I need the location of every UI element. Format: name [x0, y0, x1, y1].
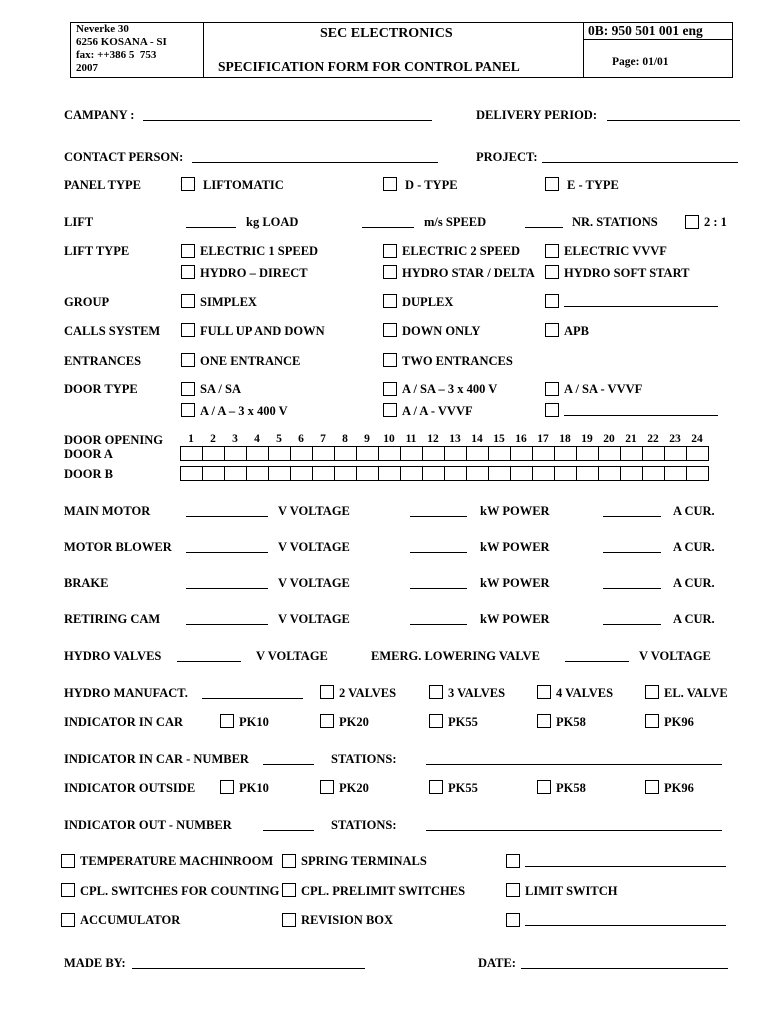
- door-b-cell[interactable]: [511, 466, 533, 481]
- door-type-other-field[interactable]: [564, 415, 718, 416]
- date-label: DATE:: [478, 956, 516, 970]
- duplex-checkbox[interactable]: [383, 294, 397, 308]
- door-opening-number: 9: [364, 433, 370, 445]
- door-b-cell[interactable]: [643, 466, 665, 481]
- door-opening-number: 17: [537, 433, 549, 445]
- door-opening-number: 6: [298, 433, 304, 445]
- door-b-cell[interactable]: [335, 466, 357, 481]
- door-opening-number: 10: [383, 433, 395, 445]
- door-opening-number: 22: [647, 433, 659, 445]
- door-a-cell[interactable]: [379, 446, 401, 461]
- group-other-checkbox[interactable]: [545, 294, 559, 308]
- d-type-checkbox[interactable]: [383, 177, 397, 191]
- out-stations-label: STATIONS:: [331, 818, 397, 832]
- project-label: PROJECT:: [476, 150, 538, 164]
- indicator-outside-label: INDICATOR OUTSIDE: [64, 781, 196, 795]
- down-only-label: DOWN ONLY: [402, 324, 481, 338]
- car-pk20-label: PK20: [339, 715, 369, 729]
- door-b-cell[interactable]: [577, 466, 599, 481]
- door-b-cell[interactable]: [269, 466, 291, 481]
- emerg-valve-label: EMERG. LOWERING VALVE: [371, 649, 540, 663]
- motor-current-field[interactable]: [603, 624, 661, 625]
- motor-row-label: MOTOR BLOWER: [64, 540, 172, 554]
- car-pk10-checkbox[interactable]: [220, 714, 234, 728]
- 4-valves-checkbox[interactable]: [537, 685, 551, 699]
- out-pk55-checkbox[interactable]: [429, 780, 443, 794]
- motor-power-field[interactable]: [410, 552, 467, 553]
- accumulator-label: ACCUMULATOR: [80, 913, 181, 927]
- motor-current-field[interactable]: [603, 588, 661, 589]
- door-b-cell[interactable]: [533, 466, 555, 481]
- door-opening-number: 12: [427, 433, 439, 445]
- motor-power-label: kW POWER: [480, 612, 550, 626]
- door-a-cell[interactable]: [335, 446, 357, 461]
- stations-field[interactable]: [525, 227, 563, 228]
- address-line: 2007: [76, 62, 98, 74]
- address-line: Neverke 30: [76, 23, 129, 35]
- door-a-cell[interactable]: [181, 446, 203, 461]
- door-a-cell[interactable]: [555, 446, 577, 461]
- company-label: CAMPANY :: [64, 108, 135, 122]
- door-opening-number: 23: [669, 433, 681, 445]
- calls-label: CALLS SYSTEM: [64, 324, 161, 338]
- hydro-manufact-label: HYDRO MANUFACT.: [64, 686, 188, 700]
- door-b-cell[interactable]: [423, 466, 445, 481]
- panel-type-label: PANEL TYPE: [64, 178, 141, 192]
- door-b-cell[interactable]: [467, 466, 489, 481]
- limit-switch-label: LIMIT SWITCH: [525, 884, 618, 898]
- motor-current-field[interactable]: [603, 516, 661, 517]
- lift-type-label: LIFT TYPE: [64, 244, 130, 258]
- speed-field[interactable]: [362, 227, 414, 228]
- a-a-vvvf-checkbox[interactable]: [383, 403, 397, 417]
- speed-label: m/s SPEED: [424, 215, 487, 229]
- door-a-cell[interactable]: [357, 446, 379, 461]
- electric-2-speed-checkbox[interactable]: [383, 244, 397, 258]
- made-by-field[interactable]: [132, 968, 365, 969]
- motor-current-label: A CUR.: [673, 540, 715, 554]
- two-entrances-label: TWO ENTRANCES: [402, 354, 513, 368]
- door-b-cell[interactable]: [313, 466, 335, 481]
- door-b-cell[interactable]: [203, 466, 225, 481]
- door-type-label: DOOR TYPE: [64, 382, 138, 396]
- door-a-cell[interactable]: [511, 446, 533, 461]
- door-a-cell[interactable]: [621, 446, 643, 461]
- door-b-cell[interactable]: [357, 466, 379, 481]
- stations-label: NR. STATIONS: [572, 215, 658, 229]
- company-field[interactable]: [143, 120, 432, 121]
- motor-current-label: A CUR.: [673, 612, 715, 626]
- extra-other-1-field[interactable]: [525, 866, 726, 867]
- date-field[interactable]: [521, 968, 728, 969]
- door-b-cell[interactable]: [291, 466, 313, 481]
- temperature-label: TEMPERATURE MACHINROOM: [80, 854, 274, 868]
- electric-vvvf-checkbox[interactable]: [545, 244, 559, 258]
- doc-id: 0B: 950 501 001 eng: [588, 23, 703, 38]
- door-b-cell[interactable]: [599, 466, 621, 481]
- e-type-label: E - TYPE: [567, 178, 619, 192]
- simplex-label: SIMPLEX: [200, 295, 257, 309]
- motor-voltage-label: V VOLTAGE: [278, 612, 350, 626]
- delivery-field[interactable]: [607, 120, 740, 121]
- out-stations-field[interactable]: [426, 830, 722, 831]
- car-pk10-label: PK10: [239, 715, 269, 729]
- electric-vvvf-label: ELECTRIC VVVF: [564, 244, 667, 258]
- out-pk10-label: PK10: [239, 781, 269, 795]
- load-label: kg LOAD: [246, 215, 299, 229]
- door-opening-number: 11: [405, 433, 417, 445]
- a-sa-vvvf-label: A / SA - VVVF: [564, 382, 643, 396]
- hydro-star-delta-checkbox[interactable]: [383, 265, 397, 279]
- motor-current-field[interactable]: [603, 552, 661, 553]
- a-a-vvvf-label: A / A - VVVF: [402, 404, 473, 418]
- a-a-400v-checkbox[interactable]: [181, 403, 195, 417]
- door-type-other-checkbox[interactable]: [545, 403, 559, 417]
- door-a-cell[interactable]: [533, 446, 555, 461]
- electric-2-speed-label: ELECTRIC 2 SPEED: [402, 244, 521, 258]
- cpl-prelimit-label: CPL. PRELIMIT SWITCHES: [301, 884, 466, 898]
- car-pk55-label: PK55: [448, 715, 478, 729]
- motor-voltage-label: V VOLTAGE: [278, 504, 350, 518]
- door-b-cell[interactable]: [555, 466, 577, 481]
- out-pk55-label: PK55: [448, 781, 478, 795]
- door-b-cell[interactable]: [445, 466, 467, 481]
- motor-current-label: A CUR.: [673, 504, 715, 518]
- door-a-cell[interactable]: [665, 446, 687, 461]
- extra-other-2-field[interactable]: [525, 925, 726, 926]
- one-entrance-label: ONE ENTRANCE: [200, 354, 301, 368]
- motor-power-field[interactable]: [410, 588, 467, 589]
- door-a-cell[interactable]: [577, 446, 599, 461]
- door-a-cell[interactable]: [643, 446, 665, 461]
- motor-voltage-field[interactable]: [186, 588, 268, 589]
- a-sa-400v-checkbox[interactable]: [383, 382, 397, 396]
- emerg-valve-field[interactable]: [565, 661, 629, 662]
- cpl-counting-checkbox[interactable]: [61, 883, 75, 897]
- door-opening-number: 5: [276, 433, 282, 445]
- address-line: fax: ++386 5 753: [76, 49, 157, 61]
- motor-voltage-field[interactable]: [186, 516, 268, 517]
- door-b-cell[interactable]: [379, 466, 401, 481]
- door-a-cell[interactable]: [599, 446, 621, 461]
- door-opening-number: 13: [449, 433, 461, 445]
- d-type-label: D - TYPE: [405, 178, 458, 192]
- door-a-cell[interactable]: [445, 446, 467, 461]
- out-pk58-checkbox[interactable]: [537, 780, 551, 794]
- in-car-stations-label: STATIONS:: [331, 752, 397, 766]
- motor-voltage-label: V VOLTAGE: [278, 576, 350, 590]
- door-a-cell[interactable]: [313, 446, 335, 461]
- project-field[interactable]: [542, 162, 738, 163]
- door-opening-number: 16: [515, 433, 527, 445]
- door-opening-number: 18: [559, 433, 571, 445]
- sa-sa-label: SA / SA: [200, 382, 241, 396]
- door-a-cell[interactable]: [203, 446, 225, 461]
- sa-sa-checkbox[interactable]: [181, 382, 195, 396]
- hydro-soft-start-label: HYDRO SOFT START: [564, 266, 690, 280]
- 2-valves-checkbox[interactable]: [320, 685, 334, 699]
- door-b-cell[interactable]: [225, 466, 247, 481]
- hydro-direct-checkbox[interactable]: [181, 265, 195, 279]
- hydro-manufact-field[interactable]: [202, 698, 303, 699]
- apb-checkbox[interactable]: [545, 323, 559, 337]
- e-type-checkbox[interactable]: [545, 177, 559, 191]
- car-pk20-checkbox[interactable]: [320, 714, 334, 728]
- door-b-cell[interactable]: [621, 466, 643, 481]
- limit-switch-checkbox[interactable]: [506, 883, 520, 897]
- motor-voltage-label: V VOLTAGE: [278, 540, 350, 554]
- out-number-field[interactable]: [263, 830, 314, 831]
- simplex-checkbox[interactable]: [181, 294, 195, 308]
- door-b-cell[interactable]: [665, 466, 687, 481]
- out-pk10-checkbox[interactable]: [220, 780, 234, 794]
- in-car-stations-field[interactable]: [426, 764, 722, 765]
- door-opening-number: 7: [320, 433, 326, 445]
- door-a-cell[interactable]: [423, 446, 445, 461]
- revision-box-checkbox[interactable]: [282, 913, 296, 927]
- down-only-checkbox[interactable]: [383, 323, 397, 337]
- door-opening-number: 8: [342, 433, 348, 445]
- door-opening-number: 19: [581, 433, 593, 445]
- door-opening-number: 20: [603, 433, 615, 445]
- motor-power-field[interactable]: [410, 516, 467, 517]
- door-opening-number: 15: [493, 433, 505, 445]
- el-valve-checkbox[interactable]: [645, 685, 659, 699]
- liftomatic-label: LIFTOMATIC: [203, 178, 284, 192]
- two-entrances-checkbox[interactable]: [383, 353, 397, 367]
- entrances-label: ENTRANCES: [64, 354, 142, 368]
- door-opening-number: 14: [471, 433, 483, 445]
- temperature-checkbox[interactable]: [61, 854, 75, 868]
- in-car-number-field[interactable]: [263, 764, 314, 765]
- door-b-grid: [180, 466, 709, 481]
- a-a-400v-label: A / A – 3 x 400 V: [200, 404, 288, 418]
- door-a-cell[interactable]: [489, 446, 511, 461]
- door-opening-number: 1: [188, 433, 194, 445]
- car-pk58-checkbox[interactable]: [537, 714, 551, 728]
- door-b-cell[interactable]: [401, 466, 423, 481]
- motor-power-label: kW POWER: [480, 576, 550, 590]
- door-a-cell[interactable]: [401, 446, 423, 461]
- 2-valves-label: 2 VALVES: [339, 686, 397, 700]
- hydro-valves-field[interactable]: [177, 661, 241, 662]
- motor-current-label: A CUR.: [673, 576, 715, 590]
- door-a-grid: [180, 446, 709, 461]
- extra-other-2-checkbox[interactable]: [506, 913, 520, 927]
- form-title: SPECIFICATION FORM FOR CONTROL PANEL: [218, 59, 520, 74]
- group-other-field[interactable]: [564, 306, 718, 307]
- electric-1-speed-checkbox[interactable]: [181, 244, 195, 258]
- out-pk96-label: PK96: [664, 781, 694, 795]
- full-up-down-checkbox[interactable]: [181, 323, 195, 337]
- door-opening-number: 3: [232, 433, 238, 445]
- el-valve-label: EL. VALVE: [664, 686, 728, 700]
- door-a-cell[interactable]: [687, 446, 709, 461]
- motor-power-label: kW POWER: [480, 504, 550, 518]
- car-pk55-checkbox[interactable]: [429, 714, 443, 728]
- door-opening-number: 21: [625, 433, 637, 445]
- in-car-number-label: INDICATOR IN CAR - NUMBER: [64, 752, 249, 766]
- made-by-label: MADE BY:: [64, 956, 126, 970]
- door-opening-number: 2: [210, 433, 216, 445]
- out-pk20-checkbox[interactable]: [320, 780, 334, 794]
- lift-label: LIFT: [64, 215, 94, 229]
- door-a-label: DOOR A: [64, 447, 113, 461]
- door-b-cell[interactable]: [687, 466, 709, 481]
- out-pk20-label: PK20: [339, 781, 369, 795]
- liftomatic-checkbox[interactable]: [181, 177, 195, 191]
- emerg-voltage-label: V VOLTAGE: [639, 649, 711, 663]
- car-pk96-label: PK96: [664, 715, 694, 729]
- hydro-voltage-label: V VOLTAGE: [256, 649, 328, 663]
- one-entrance-checkbox[interactable]: [181, 353, 195, 367]
- spring-terminals-checkbox[interactable]: [282, 854, 296, 868]
- hydro-star-delta-label: HYDRO STAR / DELTA: [402, 266, 535, 280]
- delivery-label: DELIVERY PERIOD:: [476, 108, 597, 122]
- out-pk96-checkbox[interactable]: [645, 780, 659, 794]
- motor-voltage-field[interactable]: [186, 552, 268, 553]
- door-a-cell[interactable]: [225, 446, 247, 461]
- door-opening-label: DOOR OPENING: [64, 433, 163, 447]
- door-b-cell[interactable]: [181, 466, 203, 481]
- motor-row-label: BRAKE: [64, 576, 109, 590]
- 3-valves-checkbox[interactable]: [429, 685, 443, 699]
- group-label: GROUP: [64, 295, 110, 309]
- motor-row-label: MAIN MOTOR: [64, 504, 151, 518]
- hydro-soft-start-checkbox[interactable]: [545, 265, 559, 279]
- electric-1-speed-label: ELECTRIC 1 SPEED: [200, 244, 319, 258]
- page-number: Page: 01/01: [612, 56, 669, 68]
- 4-valves-label: 4 VALVES: [556, 686, 614, 700]
- car-pk96-checkbox[interactable]: [645, 714, 659, 728]
- revision-box-label: REVISION BOX: [301, 913, 394, 927]
- company-name: SEC ELECTRONICS: [320, 26, 453, 41]
- hydro-valves-label: HYDRO VALVES: [64, 649, 162, 663]
- cpl-counting-label: CPL. SWITCHES FOR COUNTING: [80, 884, 280, 898]
- cpl-prelimit-checkbox[interactable]: [282, 883, 296, 897]
- door-a-cell[interactable]: [269, 446, 291, 461]
- door-a-cell[interactable]: [247, 446, 269, 461]
- car-pk58-label: PK58: [556, 715, 586, 729]
- motor-power-label: kW POWER: [480, 540, 550, 554]
- spring-terminals-label: SPRING TERMINALS: [301, 854, 427, 868]
- hydro-direct-label: HYDRO – DIRECT: [200, 266, 308, 280]
- 3-valves-label: 3 VALVES: [448, 686, 506, 700]
- duplex-label: DUPLEX: [402, 295, 454, 309]
- ratio-checkbox[interactable]: [685, 215, 699, 229]
- out-pk58-label: PK58: [556, 781, 586, 795]
- accumulator-checkbox[interactable]: [61, 913, 75, 927]
- full-up-down-label: FULL UP AND DOWN: [200, 324, 325, 338]
- door-opening-number: 24: [691, 433, 703, 445]
- door-a-cell[interactable]: [291, 446, 313, 461]
- apb-label: APB: [564, 324, 589, 338]
- contact-label: CONTACT PERSON:: [64, 150, 184, 164]
- address-line: 6256 KOSANA - SI: [76, 36, 167, 48]
- motor-row-label: RETIRING CAM: [64, 612, 161, 626]
- indicator-in-car-label: INDICATOR IN CAR: [64, 715, 183, 729]
- load-field[interactable]: [186, 227, 236, 228]
- extra-other-1-checkbox[interactable]: [506, 854, 520, 868]
- a-sa-400v-label: A / SA – 3 x 400 V: [402, 382, 498, 396]
- motor-voltage-field[interactable]: [186, 624, 268, 625]
- door-b-label: DOOR B: [64, 467, 113, 481]
- door-b-cell[interactable]: [247, 466, 269, 481]
- a-sa-vvvf-checkbox[interactable]: [545, 382, 559, 396]
- ratio-label: 2 : 1: [704, 215, 727, 229]
- contact-field[interactable]: [192, 162, 438, 163]
- motor-power-field[interactable]: [410, 624, 467, 625]
- door-b-cell[interactable]: [489, 466, 511, 481]
- door-opening-number: 4: [254, 433, 260, 445]
- door-a-cell[interactable]: [467, 446, 489, 461]
- out-number-label: INDICATOR OUT - NUMBER: [64, 818, 232, 832]
